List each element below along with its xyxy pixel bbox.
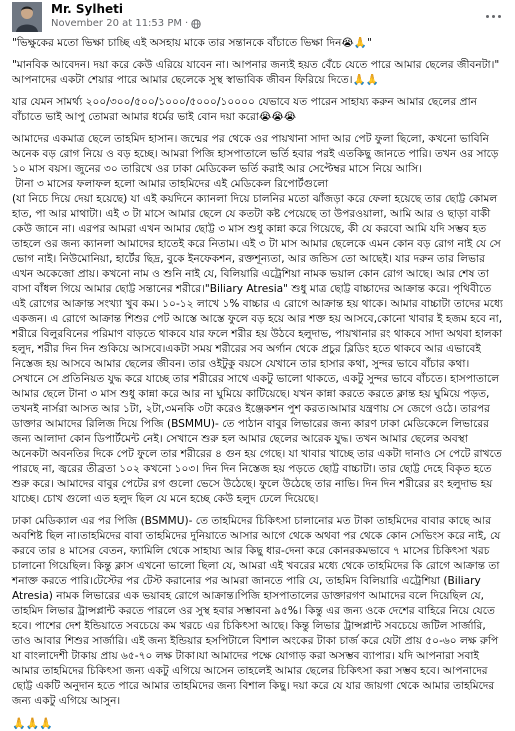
post-header — [0, 0, 515, 34]
post-paragraph: যার যেমন সামর্থ্য ২০০/৩০০/৫০০/১০০০/৫০০০/১০০০০ যেভাবে যত পারেন সাহায্য করুন আমার ছেলের প্রান বাঁচাতে ভাই আপু তোমরা আমার ধর্মের ভাই বোন দয়া করো😭😭😭 — [12, 96, 481, 123]
more-dot — [492, 15, 495, 18]
post-paragraph: 🙏🙏🙏 — [12, 717, 54, 730]
more-horizontal-icon — [486, 15, 489, 18]
post-timestamp[interactable]: November 20 at 11:53 PM — [51, 18, 182, 29]
post-paragraph: আমাদের একমাত্র ছেলে তাহমিদ হাসান। জন্মের পর থেকে ওর পায়খানা সাদা আর পেট ফুলা ছিলো, কখনো ভাবিনি অনেক বড় রোগ নিয়ে ও বড় হচ্ছে। আমরা পিজি হাসপাতালে ভর্তি হবার পরই এতকিছু জানতে পারি। তখন ওর সাড়ে ১০ মাস বয়স। জুনের ৩০ তারিখে ওর ঢাকা মেডিকেল ভর্তি করাই আর সেপ্টেম্বর মাসে নিয়ে আসি। টানা ৩ মাসের ফলাফল হলো আমার তাহমিদের এই মেডিকেল রিপোর্টগুলো (যা নিচে দিয়ে দেয়া হয়েছে) যা এই কয়দিনে ক্যানলা দিয়ে চালনির মতো ঝাঁজড়া করে ফেলা হয়েছে তার ছোট্ট কোমল হাত, পা আর মাথাটা। এই ৩ টা মাসে আমার ছেলে যে কতটা কষ্ট পেয়েছে তা উপরওয়ালা, আমি আর ও ছাড়া বাকী কেউ জানে না। এরপর আমরা এখন আমার ছোট্ট ৩ মাস শুধু কান্না করে গিয়েছে, কী যে করবো আমি যদি সম্ভব হত তাহলে ওর জন্য ক্যানলা আমাদের হাতেই করে নিতাম। এই ৩ টা মাস আমার ছেলেকে এমন কোন বড় রোগ নাই যে সে ভোগ নাই। নিউমোনিয়া, হার্টের ছিদ্র, বুকে ইনফেকশন, রক্তশূন্যতা, আর জন্ডিস তো আছেই। যার দরুন তার লিভার এখন অকেজো প্রায়। কখনো নাম ও শুনি নাই যে, বিলিয়ারি এট্রেশিয়া নামক ভয়াল কোন রোগ আছে। আর শেষ তা বাসা বাঁধল গিয়ে আমার ছোট্ট সন্তানের শরীরে।"Biliary Atresia" শুধু মাত্র ছোট্ট বাচ্চাদের আক্রান্ত করে। পৃথিবীতে এই রোগের আক্রান্ত সংখ্যা খুব কম। ১০-১২ লাখে ১% বাচ্চার এ রোগে আক্রান্ত হয় থাকে। আমার বাচ্চাটা তাদের মধ্যে একজন। এ রোগে আক্রান্ত শিশুর পেট আস্তে আস্তে ফুলে বড় হয়ে আর শক্ত হয় আসবে,কোনো খাবার ই হজম হবে না, শরীরে বিলুরবিনের পরিমাণ বাড়তে থাকবে যার ফলে শরীর হয় উঠবে হলুদাভ, পায়খানার রং থাকবে সাদা অথবা হালকা হলুদ, শরীর দিন দিন শুকিয়ে আসবে।একটা সময় শরীরের সব অর্গান থেকে প্রচুর ব্লিডিং হতে থাকবে আর এভাবেই নিস্তেজ হয় আসবে আমার ছেলের জীবন। তার ওইটুকু বয়সে যেখানে তার হাসার কথা, সুন্দর ভাবে বাঁচার কথা। সেখানে সে প্রতিনিয়ত যুদ্ধ করে যাচ্ছে তার শরীরের সাথে একটু ভালো থাকতে, একটু সুন্দর ভাবে বাঁচতে। হাসপাতালে আমার ছেলে টানা ৩ মাস শুধু কান্না করে আর না ঘুমিয়ে কাটিয়েছে। যখন কান্না করতে করতে ক্লান্ত হয় ঘুমিয়ে পড়ত, তখনই নার্সরা আসত আর ১টা, ২টা,৩মনকি ৩টা করেও ইঞ্জেকশন পুশ করত।আমার যন্ত্রণায় সে জেগে ওঠে। তারপর ডাক্তার আমাদের রিলিজ দিয়ে পিজি (BSMMU)- তে পাঠান বাবুর লিভারের জন্য কারণ ঢাকা মেডিকেলে লিভারের জন্য আলাদা কোন ডিপার্টমেন্ট নেই। সেখানে শুরু হল আমার ছেলের আরেক যুদ্ধ। তখন আমার ছেলের অবস্থা অনেকটা অবনতির দিকে পেট ফুলে তার শরীরের ৪ গুন হয় গেছে। যা খাবার খাচ্ছে তার একটা দানাও সে পেটে রাখতে পারছে না, জ্বরের তীব্রতা ১০২ কখনো ১০৩। দিন দিন নিস্তেজ হয় পড়তে ছোট্ট বাচ্চাটা। তার ছোট্ট দেহে বিকৃত হতে শুরু করে। আমাদের বাবুর পেটের রগ গুলো ভেসে উঠেছে। ফুলে উঠেছে তার নাভি। দিন দিন শরীরের রং হলুদাভ হয় যাচ্ছে। চোখ গুলো এত হলুদ ছিল যে মনে হচ্ছে কেউ হলুদ ঢেলে দিয়েছে। — [12, 133, 504, 505]
post-paragraph: "মানবিক আবেদন। দয়া করে কেউ এরিয়ে যাবেন না। আপনার জন্যই হয়ত বেঁচে যেতে পারে আমার ছেলের জীবনটা।" আপনাদের একটা শেয়ার পারে আমার ছেলেকে সুস্থ স্বাভাবিক জীবন ফিরিয়ে দিতে।🙏🙏 — [12, 59, 503, 86]
author-name[interactable]: Mr. Sylheti — [51, 2, 123, 16]
post-paragraph: ঢাকা মেডিক্যাল এর পর পিজি (BSMMU)- তে তাহমিদের চিকিৎসা চালানোর মত টাকা তাহমিদের বাবার কাছে আর অবশিষ্ট ছিল না।তাহমিদের বাবা তাহমিদের দুনিয়াতে আসার আগে থেকে অথবা পর থেকে কোন সেভিংস করে নাই, যে করবে তার ৪ মাসের বেতন, ফ্যামিলি থেকে সাহায্য আর কিছু ধার-দেনা করে কোনরকমভাবে ৭ মাসের চিকিৎসা খরচ চালানো গিয়েছিল। কিন্তু ক্লাস এখনো ভালো ছিলা যে, আমরা এই খবরের মধ্যে থেকে তাহমিদের কি রোগে আক্রান্ত তা শনাক্ত করতে পারি।টেস্টের পর টেস্ট করানোর পর আমরা জানতে পারি যে, তাহমিদ বিলিয়ারি এট্রেশিয়া (Biliary Atresia) নামক লিভারের এক ভয়াবহ রোগে আক্রান্ত।পিজি হাসপাতালের ডাক্তারগণ আমাদের বলে দিয়েছিল যে, তাহমিদ লিভার ট্রান্সপ্লান্ট করতে পারলে ওর সুস্থ হবার সম্ভাবনা ৯৫%। কিন্তু এর জন্য ওকে দেশের বাহিরে নিয়ে যেতে হবে। পাশের দেশ ইন্ডিয়াতে সবচেয়ে কম খরচে এর চিকিৎসা আছে। কিন্তু লিভার ট্রান্সপ্লান্ট সবচেয়ে জটিল সার্জারি, তাও আবার শিশুর সার্জারি। এই জন্য ইন্ডিয়ার হসপিটালে বিশাল অংকের টাকা চার্জ করে যেটা প্রায় ৫০-৬০ লক্ষ রুপি যা বাংলাদেশী টাকায় প্রায় ৬৫-৭০ লক্ষ টাকা।যা আমাদের পক্ষে যোগাড় করা অসম্ভব ব্যাপার। যদি আপনারা সবাই আমার তাহমিদের চিকিৎসা জন্য একটু এগিয়ে আসেন তাহলেই আমার ছেলের চিকিৎসা করা সম্ভব হবে। আপনাদের ছোট্ট একটি অনুদান হতে পারে আমার তাহমিদের জন্য বিশাল কিছু। দয়া করে যে যার জায়গা থেকে আমার তাহমিদের জন্য একটু এগিয়ে আসুন। — [12, 515, 504, 707]
more-options-button[interactable] — [481, 6, 505, 26]
meta-separator: · — [185, 18, 189, 29]
avatar-image — [12, 2, 42, 32]
post-meta — [51, 18, 201, 29]
more-dot — [498, 15, 501, 18]
post-paragraph: "ভিক্ষুকের মতো ভিক্ষা চাচ্ছি এই অসহায় মাকে তার সন্তানকে বাঁচাতে ভিক্ষা দিন😭🙏" — [12, 37, 372, 49]
post-text — [0, 34, 515, 731]
globe-icon — [191, 19, 201, 29]
author-avatar[interactable] — [12, 2, 42, 32]
